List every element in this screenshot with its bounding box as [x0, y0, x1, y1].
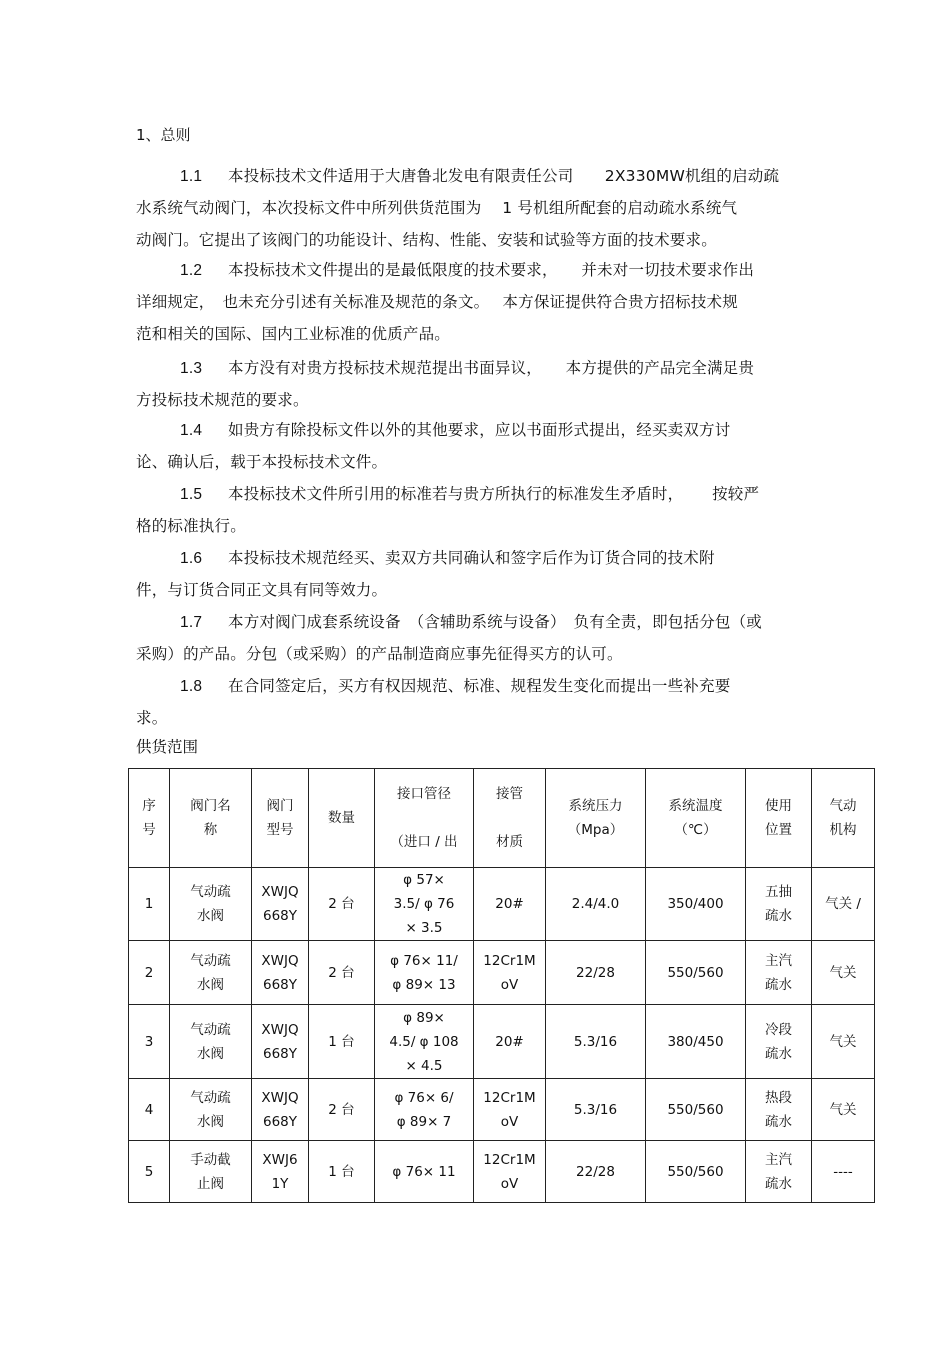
- cell-text: 2.4/4.0: [571, 896, 620, 912]
- paragraph-line: [136, 160, 836, 192]
- paragraph-line: [136, 510, 836, 542]
- paragraph-text: 本投标技术文件所引用的标准若与贵方所执行的标准发生矛盾时， 按较严: [228, 485, 760, 503]
- header-text: 使用: [765, 798, 792, 814]
- cell-text: 疏水: [765, 908, 792, 924]
- paragraph-number: 1.1: [180, 168, 203, 185]
- cell-text: 550/560: [667, 1163, 724, 1180]
- paragraph-line: [136, 352, 836, 384]
- paragraph-text: 采购）的产品。分包（或采购）的产品制造商应事先征得买方的认可。: [136, 645, 623, 663]
- table-cell: [375, 1141, 474, 1203]
- header-text: 数量: [328, 810, 355, 826]
- paragraph-line: [136, 478, 836, 510]
- paragraph-1-7: [136, 606, 836, 670]
- cell-text: 水阀: [197, 1113, 224, 1130]
- table-cell: [129, 1141, 170, 1203]
- header-text: 系统压力: [568, 798, 623, 814]
- paragraph-line: [136, 574, 836, 606]
- table-header-row: [129, 769, 875, 868]
- table-cell: [252, 941, 309, 1005]
- table-header-cell: [252, 769, 309, 868]
- header-text: （进口 / 出: [390, 834, 458, 850]
- cell-text: 4: [144, 1101, 154, 1118]
- table-row: [129, 868, 875, 941]
- table-cell: [646, 1005, 746, 1079]
- cell-text: 气关 /: [825, 896, 861, 912]
- cell-text: 止阀: [197, 1175, 224, 1192]
- table-cell: [375, 1079, 474, 1141]
- cell-text: 350/400: [667, 896, 724, 912]
- cell-text: 主汽: [765, 1151, 792, 1168]
- paragraph-line: [136, 286, 836, 318]
- cell-text: 5.3/16: [573, 1033, 618, 1050]
- paragraph-text: 本投标技术文件适用于大唐鲁北发电有限责任公司 2X330MW机组的启动疏: [228, 167, 780, 185]
- cell-text: 五抽: [765, 884, 792, 900]
- header-text: 接管: [496, 786, 523, 802]
- table-cell: [646, 868, 746, 941]
- cell-text: 22/28: [576, 1163, 615, 1180]
- paragraph-line: [136, 224, 836, 256]
- paragraph-text: 本方对阀门成套系统设备 （含辅助系统与设备） 负有全责，即包括分包（或: [228, 613, 763, 631]
- cell-text: 疏水: [765, 1175, 792, 1192]
- cell-text: 气关: [829, 1033, 857, 1050]
- cell-text: 冷段: [765, 1021, 792, 1038]
- table-cell: [474, 1079, 546, 1141]
- header-text: 系统温度: [668, 798, 723, 814]
- cell-text: 5: [144, 1163, 154, 1180]
- cell-text: 12Cr1M: [483, 1151, 536, 1168]
- header-text: 序: [142, 798, 156, 814]
- header-text: （℃）: [674, 822, 717, 838]
- cell-text: 20#: [495, 1033, 524, 1050]
- table-cell: [812, 1141, 875, 1203]
- paragraph-number: 1.7: [180, 614, 203, 631]
- table-header-cell: [646, 769, 746, 868]
- cell-text: 668Y: [262, 1045, 297, 1062]
- table-header-cell: [309, 769, 375, 868]
- cell-text: 疏水: [765, 1113, 792, 1130]
- header-text: 阀门: [266, 798, 294, 814]
- table-cell: [746, 868, 812, 941]
- table-cell: [474, 1005, 546, 1079]
- paragraph-number: 1.6: [180, 550, 203, 567]
- table-cell: [746, 1005, 812, 1079]
- table-cell: [746, 941, 812, 1005]
- table-cell: [170, 1141, 252, 1203]
- section-title: 1、总则: [136, 126, 191, 144]
- header-text: [477, 806, 542, 830]
- table-cell: [170, 868, 252, 941]
- paragraph-line: [136, 670, 836, 702]
- paragraph-text: 求。: [136, 709, 168, 727]
- cell-text: φ 89×: [403, 1009, 445, 1026]
- table-cell: [309, 868, 375, 941]
- table-cell: [746, 1141, 812, 1203]
- paragraph-line: [136, 606, 836, 638]
- table-header-cell: [474, 769, 546, 868]
- paragraph-line: [136, 542, 836, 574]
- table-row: [129, 1005, 875, 1079]
- cell-text: 主汽: [765, 952, 792, 969]
- paragraph-text: 水系统气动阀门，本次投标文件中所列供货范围为 1 号机组所配套的启动疏水系统气: [136, 199, 738, 217]
- cell-text: 22/28: [576, 964, 615, 981]
- cell-text: 2 台: [328, 964, 355, 981]
- paragraph-text: 本投标技术文件提出的是最低限度的技术要求， 并未对一切技术要求作出: [228, 261, 755, 279]
- header-text: [378, 806, 470, 830]
- supply-scope-table: [128, 768, 875, 1203]
- cell-text: × 4.5: [405, 1057, 443, 1074]
- table-cell: [309, 941, 375, 1005]
- header-text: 机构: [829, 822, 857, 838]
- paragraph-text: 动阀门。它提出了该阀门的功能设计、结构、性能、安装和试验等方面的技术要求。: [136, 231, 717, 249]
- cell-text: oV: [500, 1175, 519, 1192]
- cell-text: 热段: [765, 1089, 792, 1106]
- table-cell: [170, 941, 252, 1005]
- cell-text: × 3.5: [405, 920, 443, 936]
- paragraph-number: 1.4: [180, 422, 203, 439]
- table-cell: [129, 1079, 170, 1141]
- paragraph-1-5: [136, 478, 836, 542]
- table-cell: [129, 1005, 170, 1079]
- table-cell: [129, 868, 170, 941]
- cell-text: φ 89× 13: [392, 976, 456, 993]
- cell-text: 气动疏: [190, 884, 231, 900]
- cell-text: 4.5/ φ 108: [389, 1033, 459, 1050]
- cell-text: XWJ6: [262, 1151, 298, 1168]
- paragraph-1-1: [136, 160, 836, 256]
- table-cell: [252, 1141, 309, 1203]
- cell-text: 2 台: [328, 1101, 355, 1118]
- table-cell: [646, 941, 746, 1005]
- paragraph-1-3: [136, 352, 836, 416]
- table-cell: [252, 868, 309, 941]
- paragraph-number: 1.3: [180, 360, 203, 377]
- cell-text: 1 台: [328, 1163, 355, 1180]
- header-text: 阀门名: [190, 798, 231, 814]
- table-cell: [375, 868, 474, 941]
- cell-text: 水阀: [197, 908, 224, 924]
- table-header-cell: [129, 769, 170, 868]
- paragraph-line: [136, 414, 836, 446]
- table-cell: [170, 1005, 252, 1079]
- table-cell: [546, 1141, 646, 1203]
- table-header-cell: [812, 769, 875, 868]
- cell-text: 1Y: [271, 1175, 289, 1192]
- cell-text: 12Cr1M: [483, 1089, 536, 1106]
- cell-text: 5.3/16: [573, 1101, 618, 1118]
- header-text: 型号: [266, 822, 294, 838]
- cell-text: ----: [833, 1163, 853, 1180]
- table-cell: [546, 1079, 646, 1141]
- cell-text: φ 76× 6/: [394, 1089, 454, 1106]
- cell-text: 1: [144, 896, 154, 912]
- table-cell: [474, 1141, 546, 1203]
- paragraph-line: [136, 446, 836, 478]
- paragraph-number: 1.8: [180, 678, 203, 695]
- table-cell: [252, 1005, 309, 1079]
- paragraph-text: 范和相关的国际、国内工业标准的优质产品。: [136, 325, 451, 343]
- cell-text: φ 76× 11: [392, 1163, 456, 1180]
- cell-text: 气动疏: [190, 1089, 231, 1106]
- table-row: [129, 1141, 875, 1203]
- table-cell: [812, 868, 875, 941]
- paragraph-text: 论、确认后，载于本投标技术文件。: [136, 453, 388, 471]
- cell-text: 550/560: [667, 964, 724, 981]
- table-cell: [170, 1079, 252, 1141]
- paragraph-1-2: [136, 254, 836, 350]
- table-cell: [812, 1005, 875, 1079]
- paragraph-text: 方投标技术规范的要求。: [136, 391, 309, 409]
- paragraph-text: 如贵方有除投标文件以外的其他要求，应以书面形式提出，经买卖双方讨: [228, 421, 731, 439]
- paragraph-text: 件，与订货合同正文具有同等效力。: [136, 581, 388, 599]
- paragraph-1-8: [136, 670, 836, 734]
- table-row: [129, 1079, 875, 1141]
- cell-text: XWJQ: [261, 884, 299, 900]
- table-cell: [375, 1005, 474, 1079]
- supply-scope-title: 供货范围: [136, 738, 199, 756]
- table-body: [129, 868, 875, 1203]
- cell-text: 12Cr1M: [483, 952, 536, 969]
- paragraph-line: [136, 254, 836, 286]
- table-cell: [546, 941, 646, 1005]
- paragraph-line: [136, 638, 836, 670]
- cell-text: 气动疏: [190, 1021, 231, 1038]
- cell-text: 气动疏: [190, 952, 231, 969]
- table-cell: [474, 868, 546, 941]
- table-cell: [129, 941, 170, 1005]
- table-cell: [646, 1141, 746, 1203]
- header-text: 材质: [496, 834, 523, 850]
- cell-text: 水阀: [197, 976, 224, 993]
- cell-text: φ 89× 7: [396, 1113, 452, 1130]
- table-row: [129, 941, 875, 1005]
- cell-text: oV: [500, 1113, 519, 1130]
- table-cell: [309, 1079, 375, 1141]
- cell-text: 3.5/ φ 76: [393, 896, 455, 912]
- cell-text: 380/450: [667, 1033, 724, 1050]
- cell-text: 手动截: [190, 1151, 231, 1168]
- header-text: 接口管径: [397, 786, 451, 802]
- table-cell: [546, 868, 646, 941]
- table-cell: [746, 1079, 812, 1141]
- paragraph-text: 本方没有对贵方投标技术规范提出书面异议， 本方提供的产品完全满足贵: [228, 359, 755, 377]
- table-header-cell: [546, 769, 646, 868]
- cell-text: 3: [144, 1033, 154, 1050]
- paragraph-text: 本投标技术规范经买、卖双方共同确认和签字后作为订货合同的技术附: [228, 549, 715, 567]
- cell-text: 2: [144, 964, 154, 981]
- cell-text: 668Y: [262, 908, 297, 924]
- table-cell: [812, 941, 875, 1005]
- table-cell: [375, 941, 474, 1005]
- header-text: 气动: [829, 798, 857, 814]
- table-cell: [546, 1005, 646, 1079]
- cell-text: 668Y: [262, 976, 297, 993]
- paragraph-line: [136, 318, 836, 350]
- table-header-cell: [375, 769, 474, 868]
- table-cell: [812, 1079, 875, 1141]
- cell-text: 水阀: [197, 1045, 224, 1062]
- cell-text: 2 台: [328, 896, 355, 912]
- cell-text: XWJQ: [261, 952, 299, 969]
- cell-text: 疏水: [765, 1045, 792, 1062]
- paragraph-text: 在合同签定后，买方有权因规范、标准、规程发生变化而提出一些补充要: [228, 677, 731, 695]
- table-cell: [252, 1079, 309, 1141]
- paragraph-1-6: [136, 542, 836, 606]
- paragraph-number: 1.5: [180, 486, 203, 503]
- table-cell: [309, 1141, 375, 1203]
- cell-text: 1 台: [328, 1033, 355, 1050]
- cell-text: 疏水: [765, 976, 792, 993]
- cell-text: 668Y: [262, 1113, 297, 1130]
- table-header-cell: [170, 769, 252, 868]
- cell-text: 气关: [829, 964, 857, 981]
- paragraph-text: 格的标准执行。: [136, 517, 246, 535]
- paragraph-line: [136, 384, 836, 416]
- paragraph-number: 1.2: [180, 262, 203, 279]
- header-text: 号: [142, 822, 156, 838]
- paragraph-line: [136, 702, 836, 734]
- paragraph-1-4: [136, 414, 836, 478]
- cell-text: XWJQ: [261, 1089, 299, 1106]
- header-text: 位置: [765, 822, 792, 838]
- cell-text: XWJQ: [261, 1021, 299, 1038]
- paragraph-text: 详细规定， 也未充分引述有关标准及规范的条文。 本方保证提供符合贵方招标技术规: [136, 293, 738, 311]
- cell-text: oV: [500, 976, 519, 993]
- cell-text: φ 57×: [403, 872, 445, 888]
- cell-text: 20#: [495, 896, 524, 912]
- cell-text: φ 76× 11/: [390, 952, 458, 969]
- cell-text: 气关: [829, 1101, 857, 1118]
- table-cell: [474, 941, 546, 1005]
- header-text: 称: [203, 822, 218, 838]
- table-header-cell: [746, 769, 812, 868]
- paragraph-line: [136, 192, 836, 224]
- table-cell: [309, 1005, 375, 1079]
- header-text: （Mpa）: [567, 822, 624, 838]
- cell-text: 550/560: [667, 1101, 724, 1118]
- table-cell: [646, 1079, 746, 1141]
